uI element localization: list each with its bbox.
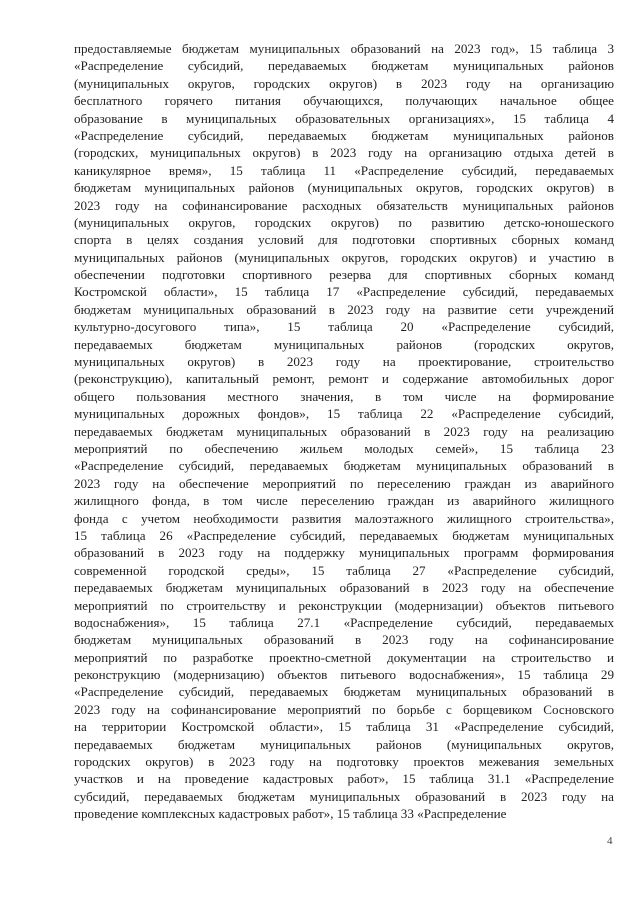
text-line: бесплатного горячего питания обучающихся, получающих начальное общее bbox=[74, 93, 614, 109]
text-line: реконструкцию (модернизацию) объектов питьевого водоснабжения», 15 таблица 29 bbox=[74, 667, 614, 683]
page-number: 4 bbox=[607, 835, 613, 847]
text-line: передаваемых бюджетам муниципальных образований в 2023 году на обеспечение bbox=[74, 580, 614, 596]
text-line: передаваемых бюджетам муниципальных районов (муниципальных округов, bbox=[74, 736, 614, 752]
text-line: бюджетам муниципальных образований в 2023 году на развитие сети учреждений bbox=[74, 301, 614, 317]
text-line: мероприятий по обеспечению жильем молодых семей», 15 таблица 23 bbox=[74, 440, 614, 456]
text-line: участков и на проведение кадастровых работ», 15 таблица 31.1 «Распределение bbox=[74, 771, 614, 787]
text-line: (реконструкцию), капитальный ремонт, ремонт и содержание автомобильных дорог bbox=[74, 371, 614, 387]
body-text bbox=[74, 40, 614, 823]
text-line: предоставляемые бюджетам муниципальных образований на 2023 год», 15 таблица 3 bbox=[74, 41, 614, 56]
text-line: 2023 году на софинансирование мероприятий по борьбе с борщевиком Сосновского bbox=[74, 701, 614, 717]
text-line: мероприятий по разработке проектно-сметной документации на строительство и bbox=[74, 649, 614, 665]
text-line: на территории Костромской области», 15 таблица 31 «Распределение субсидий, bbox=[74, 719, 614, 735]
text-line: «Распределение субсидий, передаваемых бюджетам муниципальных районов bbox=[74, 58, 614, 74]
text-line: передаваемых бюджетам муниципальных районов (городских округов, bbox=[74, 336, 614, 352]
text-line: мероприятий по строительству и реконструкции (модернизации) объектов питьевого bbox=[74, 597, 614, 613]
text-line: образование в муниципальных образовательных организациях», 15 таблица 4 bbox=[74, 110, 614, 126]
text-line: каникулярное время», 15 таблица 11 «Распределение субсидий, передаваемых bbox=[74, 162, 614, 178]
text-line: общего пользования местного значения, в том числе на формирование bbox=[74, 388, 614, 404]
text-line: Костромской области», 15 таблица 17 «Распределение субсидий, передаваемых bbox=[74, 284, 614, 300]
text-line: «Распределение субсидий, передаваемых бюджетам муниципальных образований в bbox=[74, 684, 614, 700]
text-line: образований в 2023 году на поддержку муниципальных программ формирования bbox=[74, 545, 614, 561]
text-line: «Распределение субсидий, передаваемых бюджетам муниципальных районов bbox=[74, 127, 614, 143]
text-line: муниципальных округов) в 2023 году на проектирование, строительство bbox=[74, 354, 614, 370]
text-line: бюджетам муниципальных районов (муниципальных округов, городских округов) в bbox=[74, 180, 614, 196]
text-line: (муниципальных округов, городских округов) в 2023 году на организацию bbox=[74, 75, 614, 91]
text-line: 2023 году на обеспечение мероприятий по переселению граждан из аварийного bbox=[74, 475, 614, 491]
text-line: водоснабжения», 15 таблица 27.1 «Распределение субсидий, передаваемых bbox=[74, 614, 614, 630]
text-line: передаваемых бюджетам муниципальных образований в 2023 году на реализацию bbox=[74, 423, 614, 439]
text-line: (муниципальных округов, городских округов) по развитию детско-юношеского bbox=[74, 214, 614, 230]
text-line: муниципальных дорожных фондов», 15 таблица 22 «Распределение субсидий, bbox=[74, 406, 614, 422]
text-line: бюджетам муниципальных образований в 2023 году на софинансирование bbox=[74, 632, 614, 648]
text-line: культурно-досугового типа», 15 таблица 20 «Распределение субсидий, bbox=[74, 319, 614, 335]
text-line: 15 таблица 26 «Распределение субсидий, передаваемых бюджетам муниципальных bbox=[74, 527, 614, 543]
text-line: «Распределение субсидий, передаваемых бюджетам муниципальных образований в bbox=[74, 458, 614, 474]
text-line: муниципальных районов (муниципальных округов, городских округов) и участию в bbox=[74, 249, 614, 265]
text-line: фонда с учетом необходимости развития малоэтажного жилищного строительства», bbox=[74, 510, 614, 526]
text-line: городских округов) в 2023 году на подготовку проектов межевания земельных bbox=[74, 754, 614, 770]
text-line: обеспечении подготовки спортивного резерва для спортивных сборных команд bbox=[74, 267, 614, 283]
text-line: спорта в целях создания условий для подготовки спортивных сборных команд bbox=[74, 232, 614, 248]
text-line: современной городской среды», 15 таблица 27 «Распределение субсидий, bbox=[74, 562, 614, 578]
text-line: жилищного фонда, в том числе переселению граждан из аварийного жилищного bbox=[74, 493, 614, 509]
text-line: 2023 году на софинансирование расходных обязательств муниципальных районов bbox=[74, 197, 614, 213]
text-line: (городских, муниципальных округов) в 2023 году на организацию отдыха детей в bbox=[74, 145, 614, 161]
text-line: проведение комплексных кадастровых работ», 15 таблица 33 «Распределение bbox=[74, 806, 507, 822]
text-line: субсидий, передаваемых бюджетам муниципальных образований в 2023 году на bbox=[74, 788, 614, 804]
